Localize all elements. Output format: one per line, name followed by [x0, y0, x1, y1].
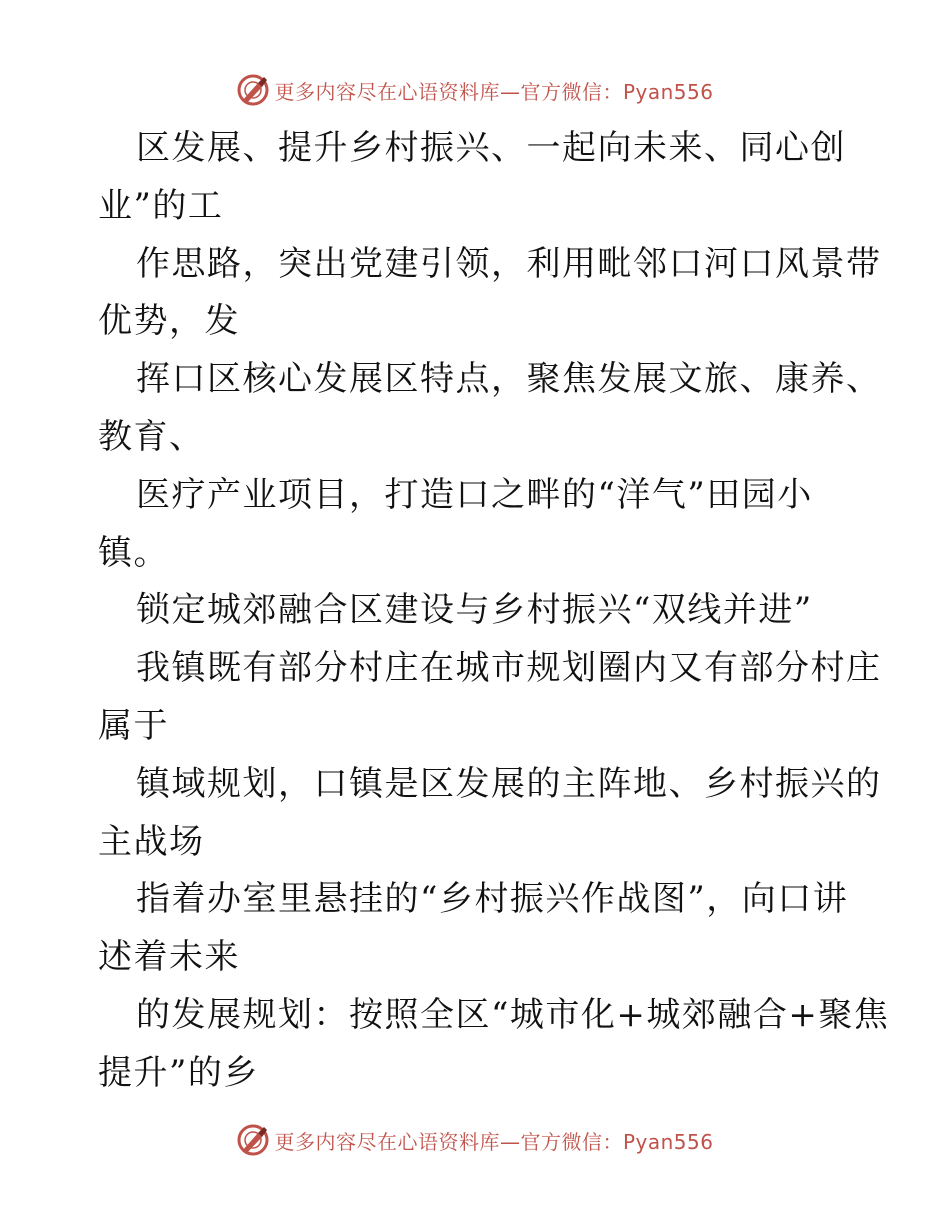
- text-line: 教育、: [98, 416, 205, 457]
- text-line: 优势，发: [98, 301, 240, 342]
- text-line: 属于: [98, 705, 169, 746]
- document-body: [98, 120, 890, 1103]
- footer-banner: [0, 1120, 950, 1160]
- text-line: 提升”的乡: [98, 1052, 259, 1093]
- text-line: 我镇既有部分村庄在城市规划圈内又有部分村庄: [136, 648, 882, 689]
- header-banner: [0, 70, 950, 110]
- text-line: 医疗产业项目，打造口之畔的“洋气”田园小: [136, 474, 813, 515]
- text-line: 述着未来: [98, 937, 240, 978]
- text-line: 锁定城郊融合区建设与乡村振兴“双线并进”: [136, 590, 813, 631]
- text-line: 镇域规划，口镇是区发展的主阵地、乡村振兴的: [136, 763, 882, 804]
- text-line: 区发展、提升乡村振兴、一起向未来、同心创: [136, 128, 846, 168]
- text-line: 的发展规划：按照全区“城市化+城郊融合+聚焦: [136, 994, 890, 1035]
- text-line: 镇。: [98, 532, 169, 573]
- banner-text: 更多内容尽在心语资料库—官方微信：Pyan556: [274, 79, 714, 104]
- text-line: 业”的工: [98, 185, 224, 226]
- pen-logo-icon: [236, 1123, 270, 1157]
- text-line: 指着办室里悬挂的“乡村振兴作战图”，向口讲: [136, 879, 849, 920]
- pen-logo-icon: [236, 73, 270, 107]
- text-line: 作思路，突出党建引领，利用毗邻口河口风景带: [136, 243, 882, 284]
- text-line: 挥口区核心发展区特点，聚焦发展文旅、康养、: [136, 359, 882, 400]
- banner-text: 更多内容尽在心语资料库—官方微信：Pyan556: [274, 1129, 714, 1154]
- text-line: 主战场: [98, 821, 205, 862]
